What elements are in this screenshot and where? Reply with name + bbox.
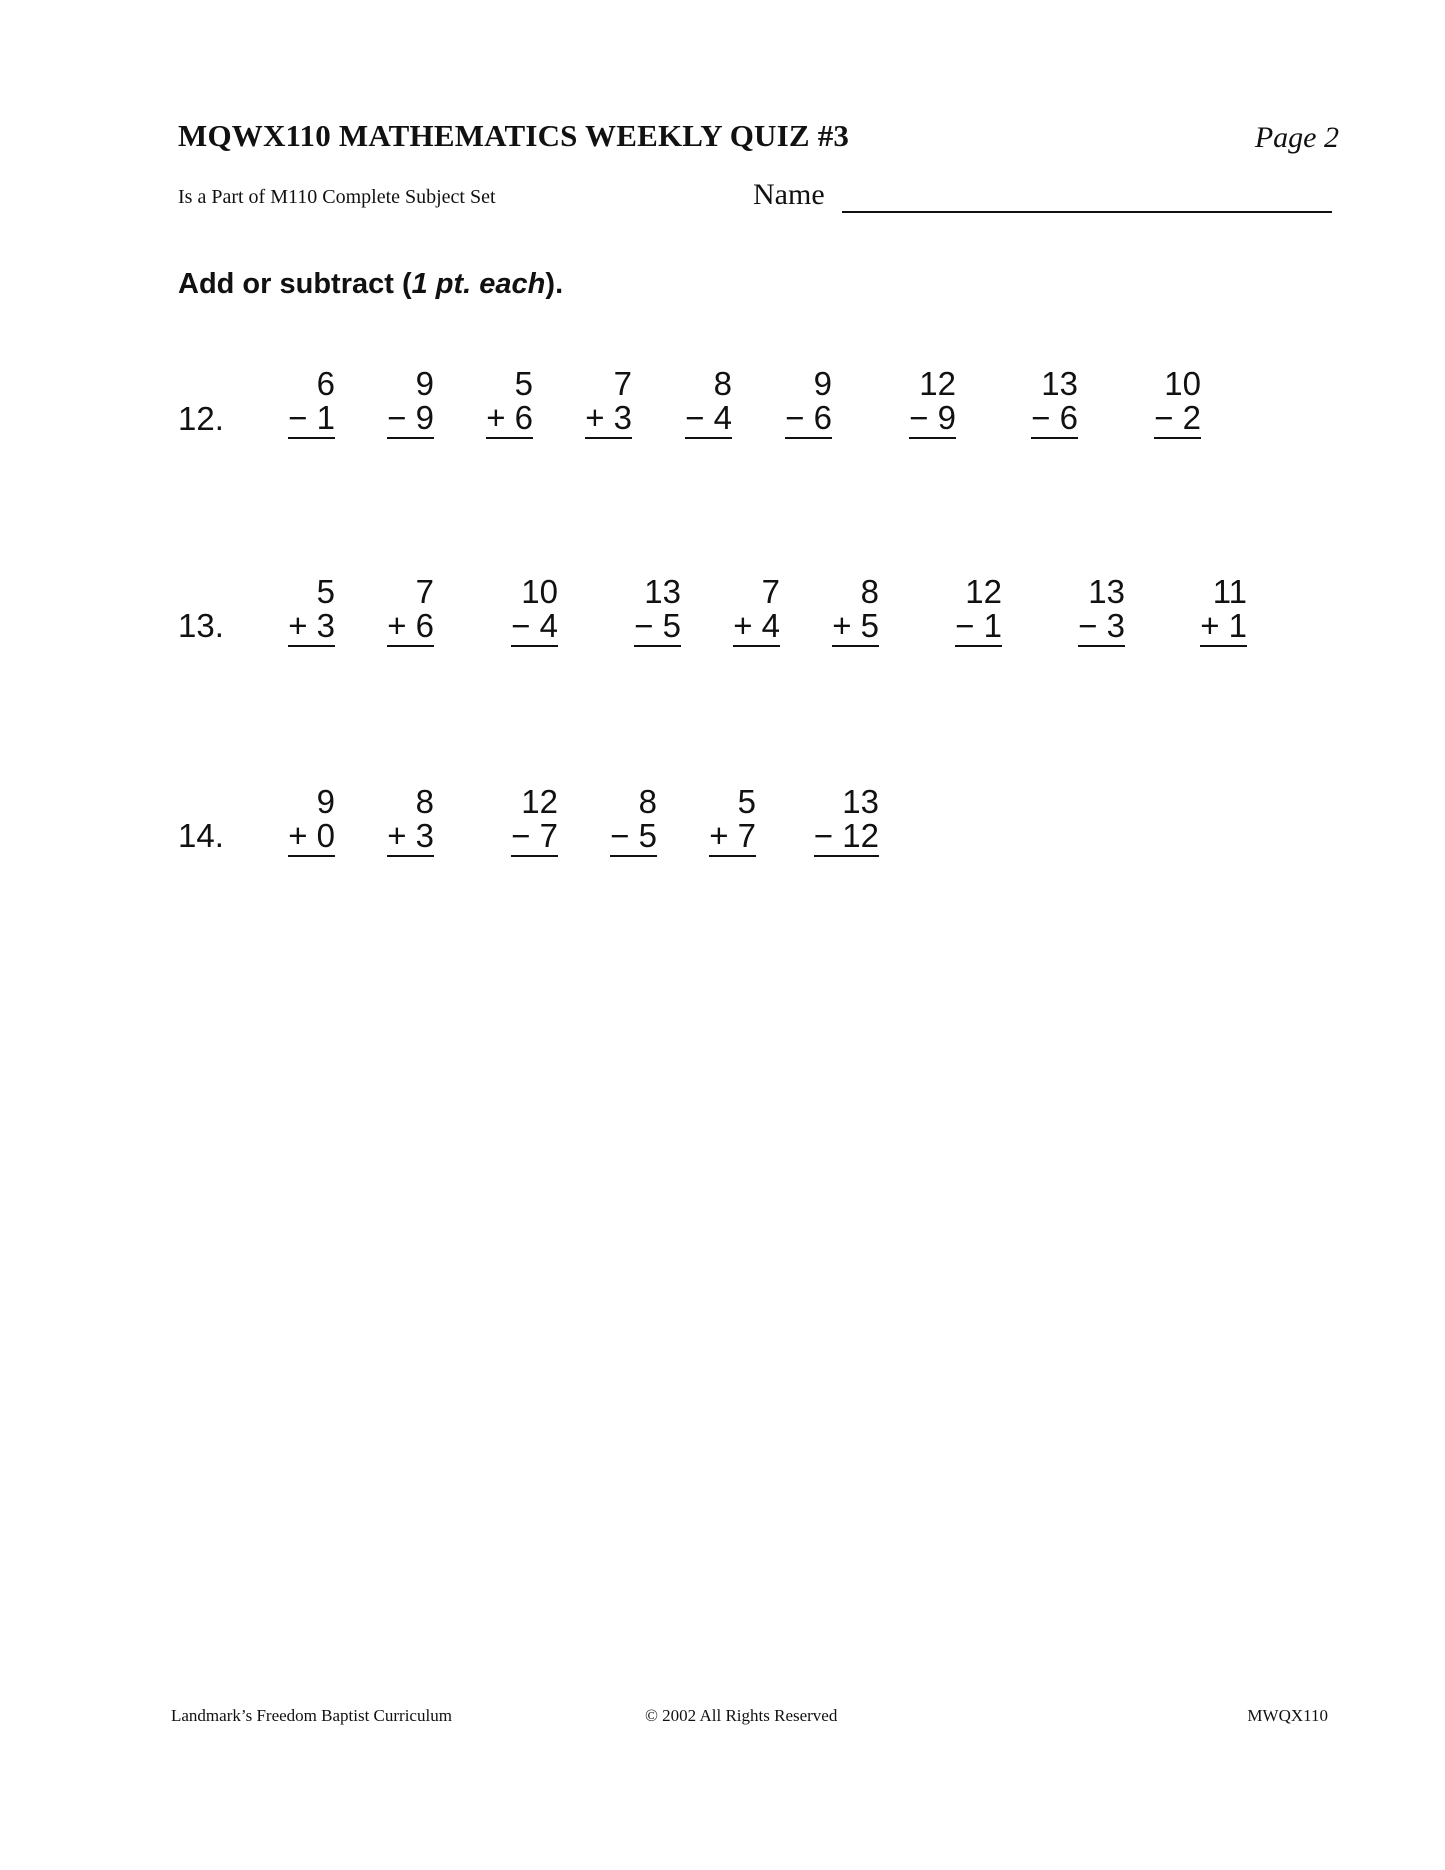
problem: [511, 575, 558, 647]
subject-set-note: Is a Part of M110 Complete Subject Set: [178, 186, 496, 208]
problem-top: 12: [965, 573, 1002, 610]
problem-bottom: + 4: [733, 609, 780, 647]
problem-top: 8: [860, 573, 879, 610]
problem-bottom: − 4: [685, 401, 732, 439]
problem-top: 7: [761, 573, 780, 610]
problem: [1078, 575, 1125, 647]
page-number: Page 2: [1254, 121, 1339, 154]
problem-top: 8: [713, 365, 732, 402]
problem-top: 6: [316, 365, 335, 402]
row-label-12: 12.: [178, 400, 224, 437]
problem-bottom: + 7: [709, 819, 756, 857]
problem-top: 9: [813, 365, 832, 402]
problem-bottom: + 3: [288, 609, 335, 647]
problem: [387, 367, 434, 439]
problem-bottom: − 2: [1154, 401, 1201, 439]
problem: [955, 575, 1002, 647]
problem: [387, 575, 434, 647]
footer-code: MWQX110: [1247, 1706, 1328, 1725]
problem-bottom: − 7: [511, 819, 558, 857]
problem: [733, 575, 780, 647]
problem: [685, 367, 732, 439]
problem-top: 9: [316, 783, 335, 820]
problem-top: 5: [316, 573, 335, 610]
problem: [909, 367, 956, 439]
problem-top: 13: [644, 573, 681, 610]
problem: [709, 785, 756, 857]
problem-bottom: − 4: [511, 609, 558, 647]
problem-top: 13: [1041, 365, 1078, 402]
row-label-14: 14.: [178, 817, 224, 854]
problem: [486, 367, 533, 439]
instructions-points: 1 pt. each: [411, 268, 546, 300]
problem-bottom: + 0: [288, 819, 335, 857]
name-label: Name: [753, 178, 825, 211]
problem-top: 8: [415, 783, 434, 820]
problem-bottom: + 6: [387, 609, 434, 647]
problem-top: 13: [842, 783, 879, 820]
problem-top: 9: [415, 365, 434, 402]
problem: [610, 785, 657, 857]
problem-bottom: + 3: [387, 819, 434, 857]
problem: [387, 785, 434, 857]
problem-top: 12: [521, 783, 558, 820]
problem: [1154, 367, 1201, 439]
problem-bottom: − 1: [955, 609, 1002, 647]
problem-bottom: + 1: [1200, 609, 1247, 647]
problem-top: 10: [1164, 365, 1201, 402]
problem-top: 12: [919, 365, 956, 402]
problem-bottom: − 6: [1031, 401, 1078, 439]
footer-publisher: Landmark’s Freedom Baptist Curriculum: [171, 1706, 452, 1725]
problem-bottom: + 5: [832, 609, 879, 647]
problem: [814, 785, 879, 857]
problem-top: 5: [514, 365, 533, 402]
problem-bottom: − 1: [288, 401, 335, 439]
problem: [511, 785, 558, 857]
problem-bottom: − 9: [387, 401, 434, 439]
problem: [832, 575, 879, 647]
problem: [1031, 367, 1078, 439]
footer-copyright: © 2002 All Rights Reserved: [645, 1706, 838, 1725]
problem-top: 7: [613, 365, 632, 402]
problem: [288, 575, 335, 647]
name-field-line[interactable]: [842, 211, 1332, 213]
problem-top: 8: [638, 783, 657, 820]
problem-top: 5: [737, 783, 756, 820]
problem-top: 13: [1088, 573, 1125, 610]
problem-top: 10: [521, 573, 558, 610]
problem-bottom: − 5: [610, 819, 657, 857]
instructions-close: ).: [545, 268, 564, 300]
problem-bottom: − 5: [634, 609, 681, 647]
problem-bottom: + 6: [486, 401, 533, 439]
problem-bottom: − 3: [1078, 609, 1125, 647]
problem-bottom: + 3: [585, 401, 632, 439]
problem: [288, 785, 335, 857]
problem-bottom: − 6: [785, 401, 832, 439]
problem: [585, 367, 632, 439]
instructions-main: Add or subtract (: [178, 268, 412, 300]
problem-top: 7: [415, 573, 434, 610]
problem: [634, 575, 681, 647]
instructions: [178, 268, 563, 301]
problem: [288, 367, 335, 439]
quiz-title: MQWX110 MATHEMATICS WEEKLY QUIZ #3: [178, 118, 850, 153]
problem-bottom: − 9: [909, 401, 956, 439]
problem-bottom: − 12: [814, 819, 879, 857]
problem: [785, 367, 832, 439]
problem-top: 11: [1212, 573, 1247, 610]
row-label-13: 13.: [178, 607, 224, 644]
problem: [1200, 575, 1247, 647]
